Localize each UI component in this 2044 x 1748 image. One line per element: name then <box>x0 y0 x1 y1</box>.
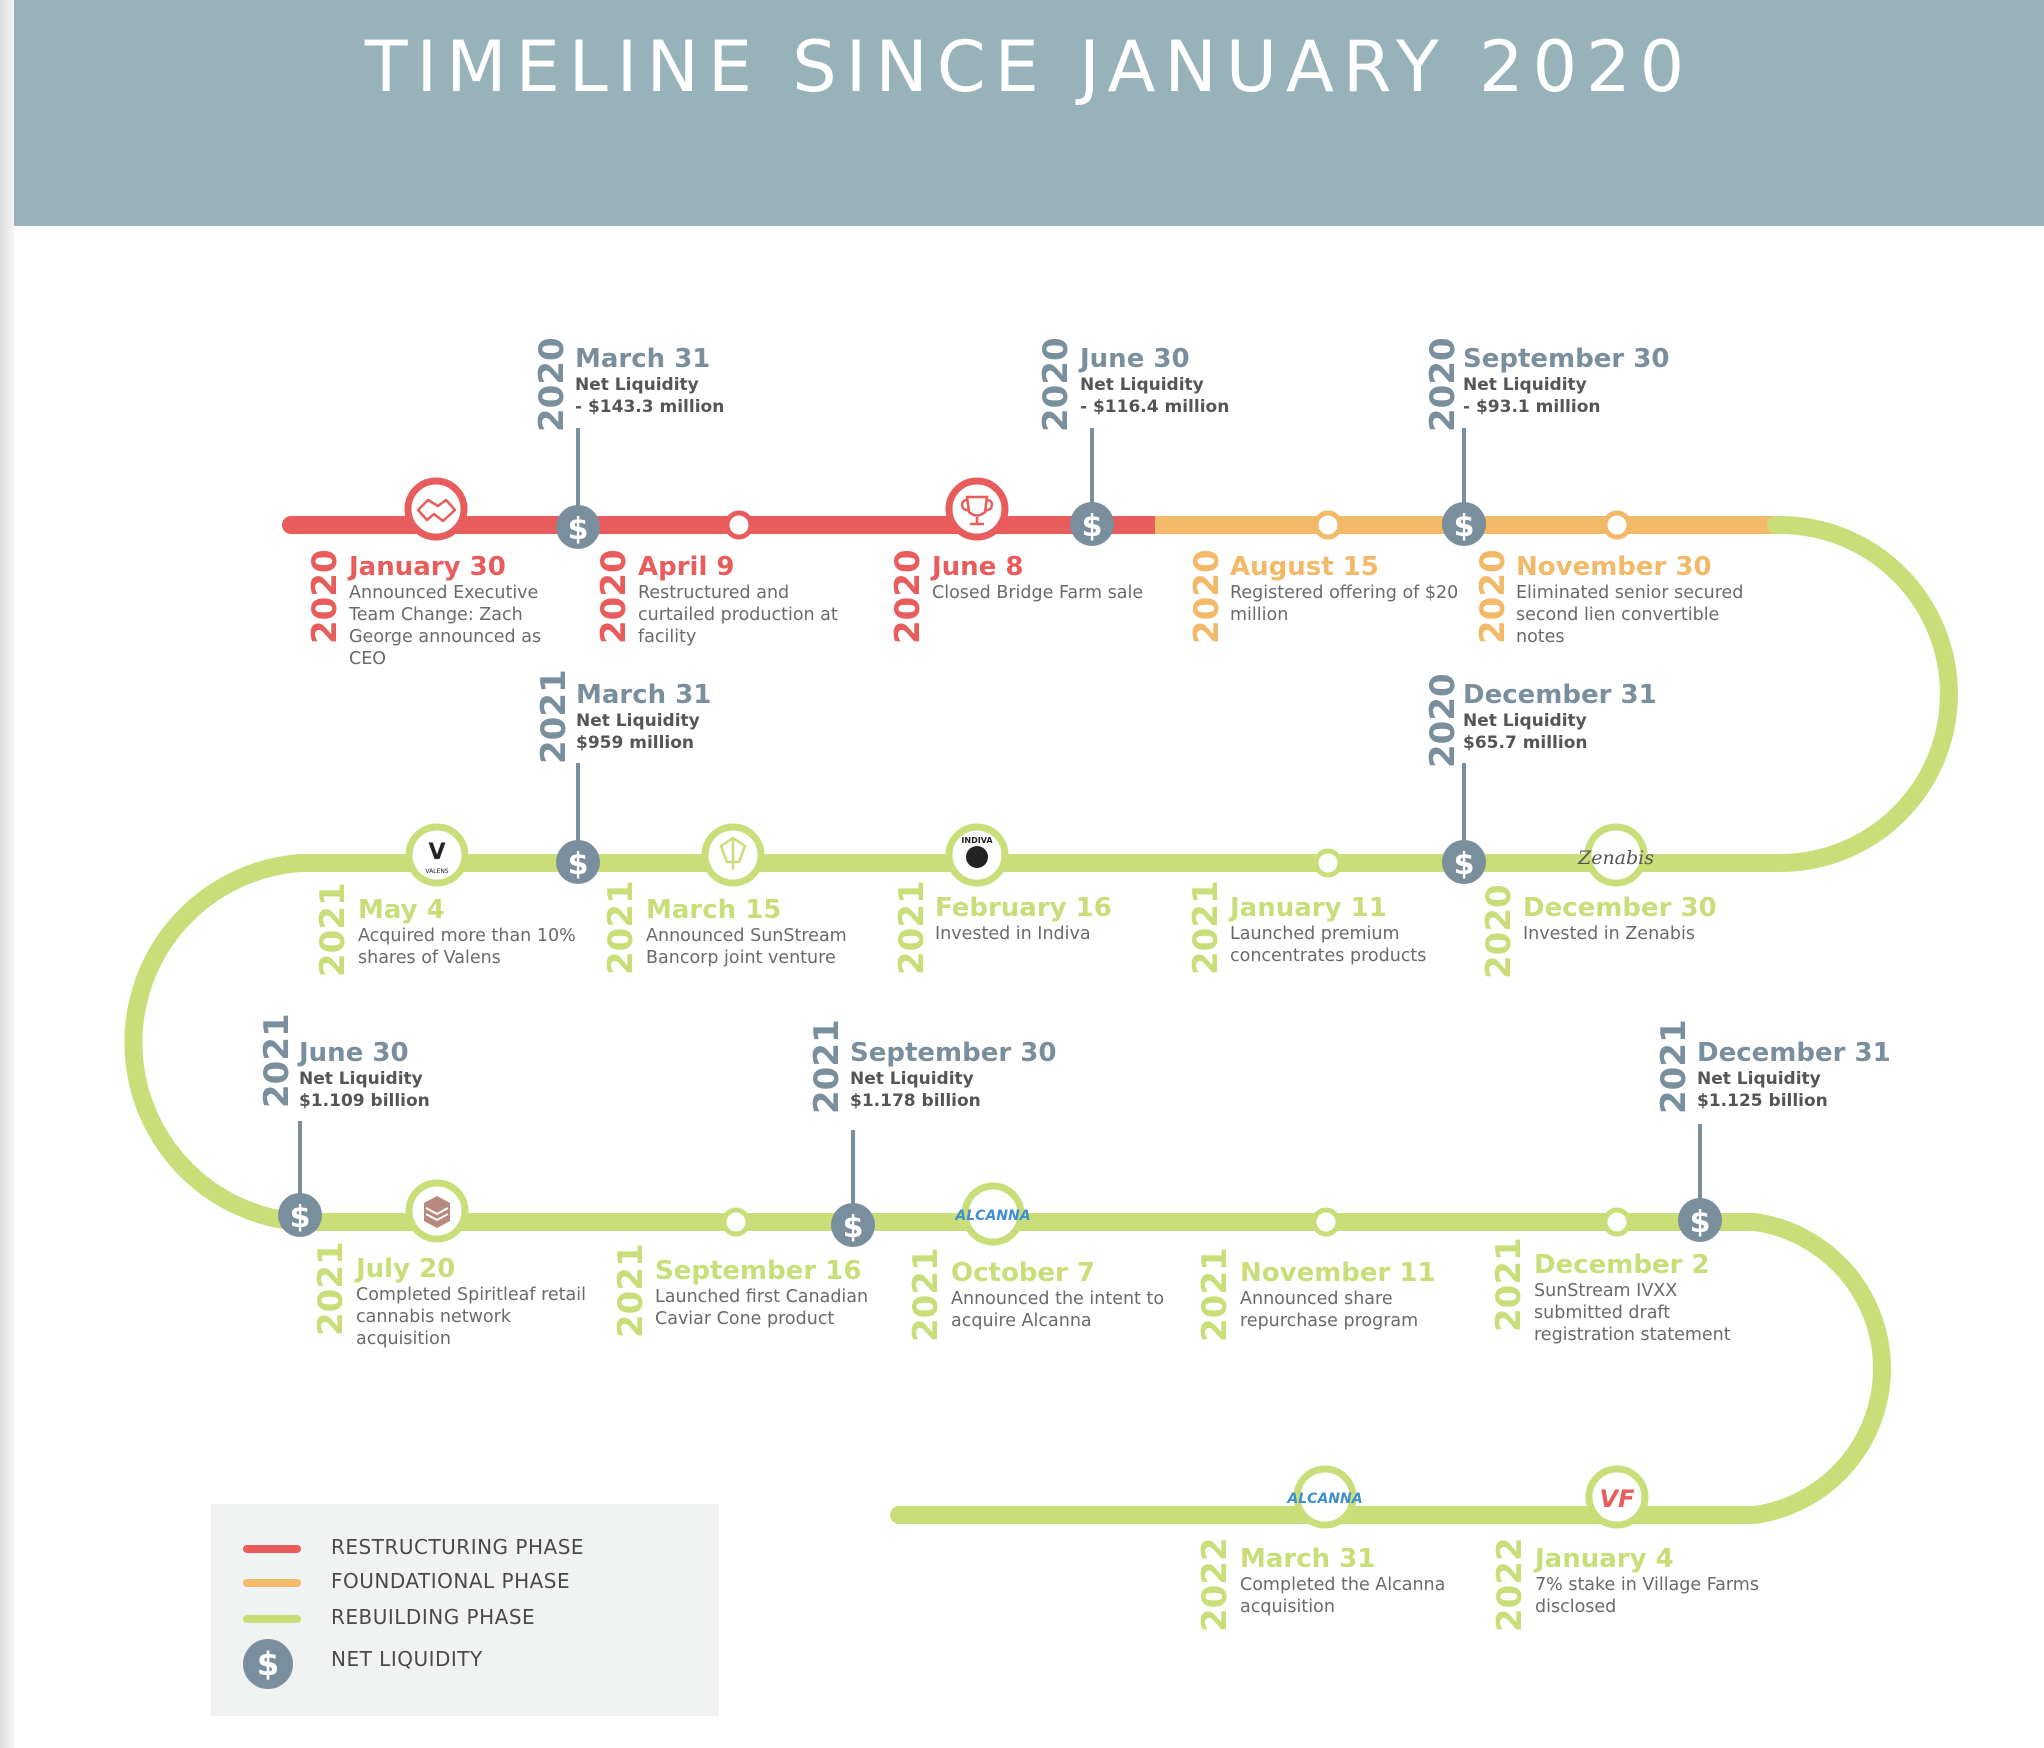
year-label: 2020 <box>1479 884 1519 979</box>
event-description: Announced the intent to acquire Alcanna <box>951 1289 1165 1331</box>
event-dot <box>1314 1210 1338 1234</box>
event-dot <box>1316 513 1340 537</box>
event-date: October 7 <box>951 1258 1096 1288</box>
year-label: 2021 <box>906 1247 946 1342</box>
year-label: 2021 <box>534 669 574 764</box>
legend-item-rebuilding <box>211 1602 719 1636</box>
liquidity-label: Net Liquidity <box>575 375 699 395</box>
dollar-icon <box>1070 502 1114 546</box>
alcanna-logo-word: ALCANNA <box>955 1208 1031 1224</box>
event-date: April 9 <box>638 552 735 582</box>
event-description: Eliminated senior secured second lien convertible notes <box>1516 583 1744 647</box>
liquidity-value: - $93.1 million <box>1463 397 1601 417</box>
liquidity-value: $1.125 billion <box>1697 1091 1828 1111</box>
year-label: 2021 <box>1489 1237 1529 1332</box>
event-date: January 11 <box>1230 893 1387 923</box>
event-date: September 16 <box>655 1256 862 1286</box>
event-date: November 30 <box>1516 552 1712 582</box>
dollar-icon: $ <box>243 1639 293 1689</box>
year-label: 2022 <box>1490 1537 1530 1632</box>
year-label: 2020 <box>1473 549 1513 644</box>
year-label: 2021 <box>257 1013 297 1108</box>
event-date: September 30 <box>1463 344 1670 374</box>
liquidity-label: Net Liquidity <box>1080 375 1204 395</box>
liquidity-value: - $116.4 million <box>1080 397 1230 417</box>
event-dot <box>724 1210 748 1234</box>
zenabis-logo-icon <box>1577 827 1654 883</box>
year-label: 2021 <box>611 1243 651 1338</box>
liquidity-value: $1.178 billion <box>850 1091 981 1111</box>
legend-label: FOUNDATIONAL PHASE <box>331 1569 571 1593</box>
village-farms-logo-icon <box>1589 1469 1645 1525</box>
legend-item-net-liquidity <box>211 1644 719 1683</box>
dollar-icon <box>1442 502 1486 546</box>
liquidity-label: Net Liquidity <box>299 1069 423 1089</box>
event-description: Launched premium concentrates products <box>1230 924 1427 966</box>
legend-item-restructuring <box>211 1532 719 1566</box>
trophy-icon <box>949 481 1005 537</box>
event-date: January 30 <box>349 552 506 582</box>
event-description: Announced share repurchase program <box>1240 1289 1419 1331</box>
event-date: January 4 <box>1535 1544 1674 1574</box>
zenabis-logo-word: Zenabis <box>1578 847 1654 869</box>
event-description: Acquired more than 10% shares of Valens <box>358 926 576 968</box>
page-title: TIMELINE SINCE JANUARY 2020 <box>364 26 1694 108</box>
dollar-icon <box>1678 1198 1722 1242</box>
event-date: March 31 <box>576 680 712 710</box>
dollar-icon <box>1442 840 1486 884</box>
liquidity-label: Net Liquidity <box>1463 711 1587 731</box>
liquidity-value: $959 million <box>576 733 695 753</box>
svg-text:$: $ <box>567 847 589 882</box>
event-description: 7% stake in Village Farms disclosed <box>1535 1575 1759 1617</box>
year-label: 2020 <box>532 337 572 432</box>
event-description: Launched first Canadian Caviar Cone product <box>655 1287 869 1329</box>
year-label: 2020 <box>305 549 345 644</box>
event-date: June 8 <box>932 552 1024 582</box>
liquidity-label: Net Liquidity <box>1697 1069 1821 1089</box>
year-label: 2021 <box>1195 1247 1235 1342</box>
event-description: Announced Executive Team Change: Zach George announced as CEO <box>349 583 542 669</box>
year-label: 2021 <box>1654 1019 1694 1114</box>
event-date: March 31 <box>1240 1544 1376 1574</box>
svg-text:$: $ <box>842 1210 864 1245</box>
event-description: Completed the Alcanna acquisition <box>1240 1575 1446 1617</box>
year-label: 2022 <box>1195 1537 1235 1632</box>
event-dot <box>1605 1210 1629 1234</box>
event-date: November 11 <box>1240 1258 1436 1288</box>
svg-text:$: $ <box>289 1200 311 1235</box>
event-date: March 15 <box>646 895 782 925</box>
event-date: December 31 <box>1463 680 1657 710</box>
liquidity-value: - $143.3 million <box>575 397 725 417</box>
legend-label: REBUILDING PHASE <box>331 1605 536 1629</box>
valens-logo-letter: V <box>428 840 446 865</box>
event-date: September 30 <box>850 1038 1057 1068</box>
event-description: Announced SunStream Bancorp joint venture <box>646 926 847 968</box>
event-description: Restructured and curtailed production at facility <box>638 583 838 647</box>
svg-text:$: $ <box>1081 509 1103 544</box>
event-date: December 31 <box>1697 1038 1891 1068</box>
svg-text:$: $ <box>1453 509 1475 544</box>
year-label: 2021 <box>892 880 932 975</box>
dollar-icon <box>556 840 600 884</box>
event-date: August 15 <box>1230 552 1379 582</box>
dollar-icon <box>278 1193 322 1237</box>
liquidity-value: $1.109 billion <box>299 1091 430 1111</box>
event-date: March 31 <box>575 344 711 374</box>
valens-logo-icon <box>409 827 465 883</box>
svg-text:$: $ <box>567 512 589 547</box>
liquidity-label: Net Liquidity <box>1463 375 1587 395</box>
legend-label: NET LIQUIDITY <box>331 1647 483 1671</box>
indiva-logo-icon <box>949 827 1005 883</box>
handshake-icon <box>408 481 464 537</box>
dollar-icon <box>556 505 600 549</box>
year-label: 2021 <box>601 880 641 975</box>
event-dot <box>1605 513 1629 537</box>
legend-item-foundational <box>211 1566 719 1600</box>
event-date: December 2 <box>1534 1250 1710 1280</box>
svg-text:$: $ <box>1453 847 1475 882</box>
event-date: February 16 <box>935 893 1112 923</box>
liquidity-label: Net Liquidity <box>850 1069 974 1089</box>
year-label: 2021 <box>313 882 353 977</box>
liquidity-label: Net Liquidity <box>576 711 700 731</box>
year-label: 2021 <box>311 1241 351 1336</box>
valens-logo-word: VALENS <box>425 868 449 875</box>
dollar-icon <box>831 1203 875 1247</box>
event-description: Registered offering of $20 million <box>1230 583 1459 625</box>
legend-label: RESTRUCTURING PHASE <box>331 1535 585 1559</box>
event-date: December 30 <box>1523 893 1717 923</box>
event-description: Completed Spiritleaf retail cannabis network acquisition <box>356 1285 586 1349</box>
event-description: SunStream IVXX submitted draft registration statement <box>1534 1281 1731 1345</box>
event-description: Closed Bridge Farm sale <box>932 583 1144 603</box>
event-description: Invested in Indiva <box>935 924 1091 944</box>
alcanna-logo-icon <box>954 1186 1030 1242</box>
year-label: 2020 <box>1036 337 1076 432</box>
event-date: July 20 <box>356 1254 456 1284</box>
event-dot <box>1316 851 1340 875</box>
indiva-logo-word: INDIVA <box>961 836 993 845</box>
legend-swatch-green <box>243 1615 301 1623</box>
legend <box>211 1504 719 1716</box>
spiritleaf-logo-icon <box>409 1183 465 1239</box>
year-label: 2021 <box>1186 880 1226 975</box>
year-label: 2020 <box>594 549 634 644</box>
liquidity-value: $65.7 million <box>1463 733 1588 753</box>
year-label: 2020 <box>1423 337 1463 432</box>
legend-swatch-orange <box>243 1579 301 1587</box>
year-label: 2020 <box>888 549 928 644</box>
event-description: Invested in Zenabis <box>1523 924 1695 944</box>
event-dot <box>727 513 751 537</box>
event-date: June 30 <box>1080 344 1190 374</box>
legend-swatch-red <box>243 1545 301 1553</box>
joint-venture-icon <box>705 827 761 883</box>
year-label: 2021 <box>807 1019 847 1114</box>
year-label: 2020 <box>1187 549 1227 644</box>
alcanna-logo-word: ALCANNA <box>1287 1491 1363 1507</box>
village-farms-logo-word: VF <box>1599 1485 1635 1513</box>
event-date: June 30 <box>299 1038 409 1068</box>
svg-text:$: $ <box>1689 1205 1711 1240</box>
event-date: May 4 <box>358 895 445 925</box>
year-label: 2020 <box>1423 673 1463 768</box>
